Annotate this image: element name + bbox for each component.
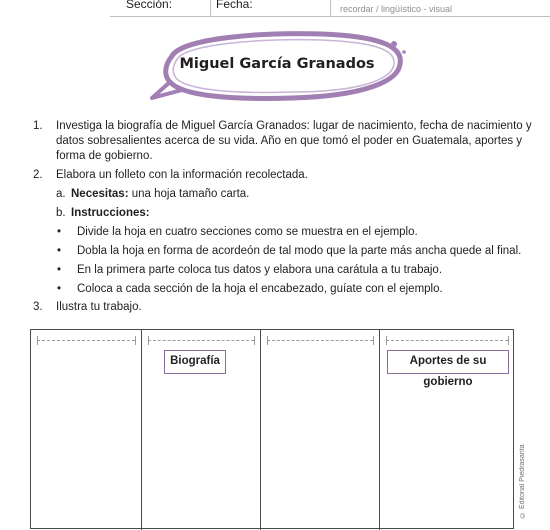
header-divider [210,0,211,16]
fold-line [379,330,380,530]
bullet-mark: • [57,245,62,257]
bullet-text: Divide la hoja en cuatro secciones como se muestra en el ejemplo. [77,226,418,238]
dashed-header-line [386,340,508,341]
brochure-example [30,329,514,529]
bullet-text: Coloca a cada sección de la hoja el encabezado, guíate con el ejemplo. [77,283,443,295]
fold-line [260,330,261,530]
needs-line [71,187,249,202]
item1-line: forma de gobierno. [56,150,153,162]
dashed-header-line [267,340,373,341]
item1-line: datos sobresalientes acerca de su vida. Año en que tomó el poder en Guatemala, aportes y [56,135,523,147]
item3-text: Ilustra tu trabajo. [56,301,142,313]
dash-tick [508,336,509,345]
needs-bold: Necesitas: [71,188,129,200]
activity-meta: recordar / lingüístico - visual [340,4,453,14]
item-number: 2. [33,169,43,181]
publisher-credit: © Editorial Piedrasanta [519,444,526,518]
dashed-header-line [37,340,135,341]
item-number: 3. [33,301,43,313]
fecha-label: Fecha: [216,0,253,11]
instructions-bold: Instrucciones: [71,207,150,219]
page-title: Miguel García Granados [179,56,375,72]
fold-line [141,330,142,530]
section-header-biografia: Biografía [164,350,226,374]
item2-text: Elabora un folleto con la información recolectada. [56,169,308,181]
seccion-label: Sección: [126,0,173,11]
item-number: 1. [33,120,43,132]
header-divider [330,0,331,16]
sub-label: b. [56,207,66,219]
section-header-aportes: Aportes de su gobierno [387,350,509,374]
dash-tick [373,336,374,345]
bullet-text: En la primera parte coloca tus datos y elabora una carátula a tu trabajo. [77,264,443,276]
item1-line: Investiga la biografía de Miguel García Granados: lugar de nacimiento, fecha de nacimiento y [56,120,532,132]
bullet-mark: • [57,264,62,276]
bullet-mark: • [57,226,62,238]
dash-tick [135,336,136,345]
sub-label: a. [56,188,66,200]
header-form-strip [110,0,550,17]
bullet-mark: • [57,283,62,295]
dash-tick [254,336,255,345]
bullet-text: Dobla la hoja en forma de acordeón de tal modo que la parte más ancha quede al final. [77,245,522,257]
dashed-header-line [148,340,254,341]
needs-text: una hoja tamaño carta. [128,188,250,200]
